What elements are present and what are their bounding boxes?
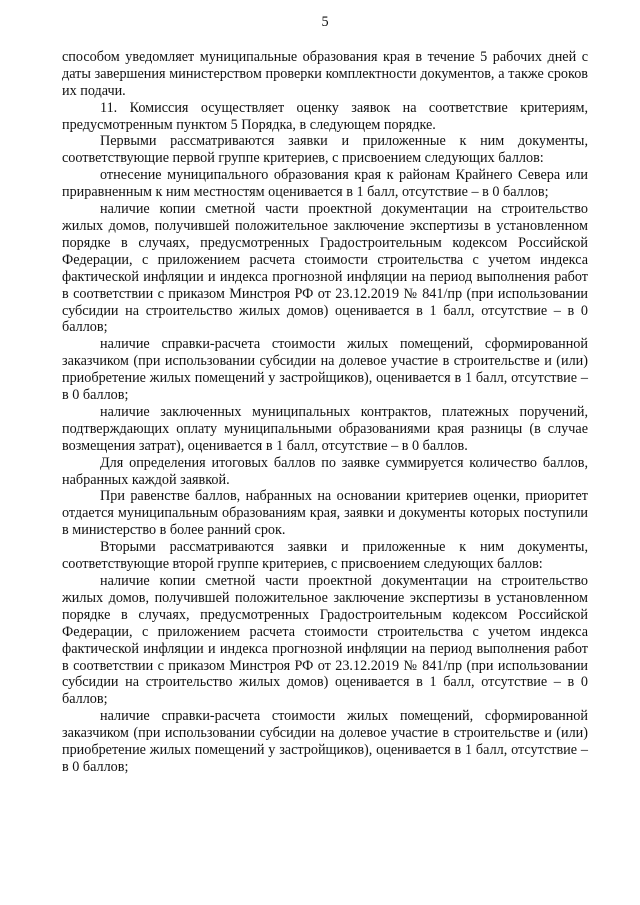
paragraph-first-group-intro: Первыми рассматриваются заявки и приложенные к ним документы, соответствующие первой группе критериев, с присвоением следующих баллов:	[62, 133, 588, 167]
paragraph-criterion-cost-certificate: наличие справки-расчета стоимости жилых помещений, сформированной заказчиком (при использовании субсидии на долевое участие в строительстве и (или) приобретение жилых помещений у застройщиков), оценивается в 1 балл, отсутствие – в 0 баллов;	[62, 336, 588, 404]
paragraph-total-score: Для определения итоговых баллов по заявке суммируется количество баллов, набранных каждой заявкой.	[62, 454, 588, 488]
paragraph-criterion-far-north: отнесение муниципального образования края к районам Крайнего Севера или приравненным к ним местностям оценивается в 1 балл, отсутствие – в 0 баллов;	[62, 167, 588, 201]
paragraph-item-11: 11. Комиссия осуществляет оценку заявок на соответствие критериям, предусмотренным пунктом 5 Порядка, в следующем порядке.	[62, 99, 588, 133]
paragraph-criterion-cost-certificate-second: наличие справки-расчета стоимости жилых помещений, сформированной заказчиком (при использовании субсидии на долевое участие в строительстве и (или) приобретение жилых помещений у застройщиков), оценивается в 1 балл, отсутствие – в 0 баллов;	[62, 708, 588, 775]
page-number: 5	[321, 14, 329, 30]
paragraph-continuation: способом уведомляет муниципальные образования края в течение 5 рабочих дней с даты завершения министерством проверки комплектности документов, а также сроков их подачи.	[62, 48, 588, 99]
paragraph-criterion-estimate: наличие копии сметной части проектной документации на строительство жилых домов, получившей положительное заключение экспертизы в установленном порядке в случаях, предусмотренных Градостроительным кодексом Российской Федерации, с приложением расчета стоимости строительства с учетом индекса фактической инфляции и индекса прогнозной инфляции на период выполнения работ в соответствии с приказом Минстроя РФ от 23.12.2019 № 841/пр (при использовании субсидии на строительство жилых домов) оценивается в 1 балл, отсутствие – в 0 баллов;	[62, 201, 588, 336]
paragraph-second-group-intro: Вторыми рассматриваются заявки и приложенные к ним документы, соответствующие второй группе критериев, с присвоением следующих баллов:	[62, 539, 588, 573]
paragraph-criterion-estimate-second: наличие копии сметной части проектной документации на строительство жилых домов, получившей положительное заключение экспертизы в установленном порядке в случаях, предусмотренных Градостроительным кодексом Российской Федерации, с приложением расчета стоимости строительства с учетом индекса фактической инфляции и индекса прогнозной инфляции на период выполнения работ в соответствии с приказом Минстроя РФ от 23.12.2019 № 841/пр (при использовании субсидии на строительство жилых домов) оценивается в 1 балл, отсутствие – в 0 баллов;	[62, 573, 588, 708]
paragraph-tie-break: При равенстве баллов, набранных на основании критериев оценки, приоритет отдается муниципальным образованиям края, заявки и документы которых поступили в министерство в более ранний срок.	[62, 488, 588, 539]
paragraph-criterion-contracts: наличие заключенных муниципальных контрактов, платежных поручений, подтверждающих оплату муниципальными образованиями края разницы (в случае возмещения затрат), оценивается в 1 балл, отсутствие – в 0 баллов.	[62, 403, 588, 454]
document-page	[62, 14, 588, 776]
